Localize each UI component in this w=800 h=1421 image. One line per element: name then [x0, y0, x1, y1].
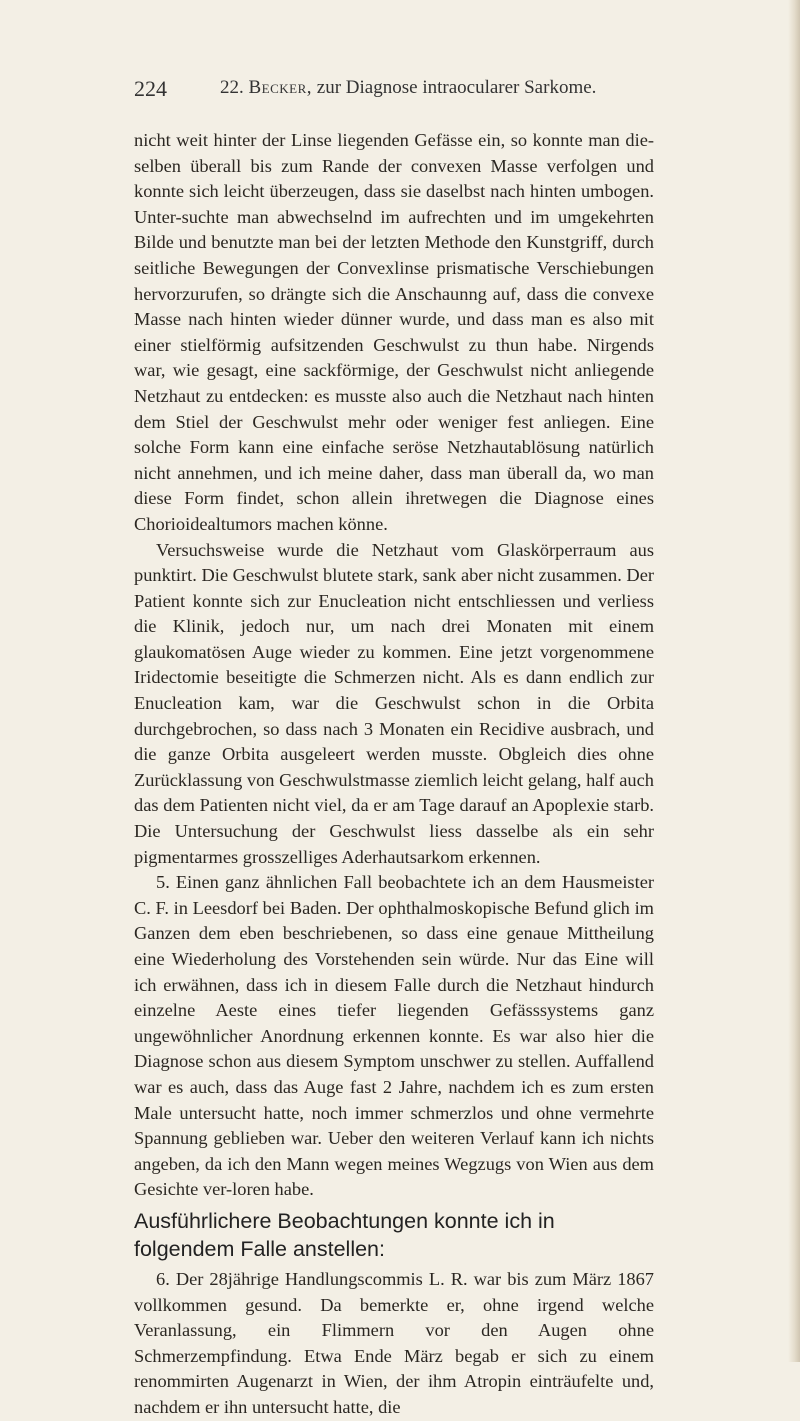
- running-title-rest: zur Diagnose intraocularer Sarkome.: [316, 77, 597, 98]
- running-title-author: Becker,: [248, 77, 313, 98]
- running-title: [220, 77, 596, 99]
- paragraph-3: 5. Einen ganz ähnlichen Fall beobachtete ich an dem Hausmeister C. F. in Leesdorf bei Baden. Der ophthalmoskopische Befund glich im Ganzen dem eben beschriebenen, so dass eine genaue Mittheilung eine Wiederholung des Vorstehenden sein würde. Nur das Eine will ich erwähnen, dass ich in diesem Falle durch die Netzhaut hindurch einzelne Aeste eines tiefer liegenden Gefässsystems ganz ungewöhnlicher Anordnung erkennen konnte. Es war also hier die Diagnose schon aus diesem Symptom unschwer zu stellen. Auffallend war es auch, dass das Auge fast 2 Jahre, nachdem ich es zum ersten Male untersucht hatte, noch immer schmerzlos und ohne vermehrte Spannung geblieben war. Ueber den weiteren Verlauf kann ich nichts angeben, da ich den Mann wegen meines Wegzugs von Wien aus dem Gesichte ver-loren habe.: [134, 872, 654, 1200]
- paragraph-2: Versuchsweise wurde die Netzhaut vom Glaskörperraum aus punktirt. Die Geschwulst blutete stark, sank aber nicht zusammen. Der Patient konnte sich zur Enucleation nicht entschliessen und verliess die Klinik, jedoch nur, um nach drei Monaten mit einem glaukomatösen Auge wieder zu kommen. Eine jetzt vorgenommene Iridectomie beseitigte die Schmerzen nicht. Als es dann endlich zur Enucleation kam, war die Geschwulst schon in die Orbita durchgebrochen, so dass nach 3 Monaten ein Recidive ausbrach, und die ganze Orbita ausgeleert werden musste. Obgleich dies ohne Zurücklassung von Geschwulstmasse ziemlich leicht gelang, half auch das dem Patienten nicht viel, da er am Tage darauf an Apoplexie starb. Die Untersuchung der Geschwulst liess dasselbe als ein sehr pigmentarmes grosszelliges Aderhautsarkom erkennen.: [134, 539, 654, 867]
- paragraph-4: 6. Der 28jährige Handlungscommis L. R. war bis zum März 1867 vollkommen gesund. Da bemerkte er, ohne irgend welche Veranlassung, ein Flimmern vor den Augen ohne Schmerzempfindung. Etwa Ende März begab er sich zu einem renommirten Augenarzt in Wien, der ihm Atropin einträufelte und, nachdem er ihn untersucht hatte, die: [134, 1268, 654, 1417]
- body-text: [134, 128, 654, 1421]
- page-edge-shadow: [788, 0, 800, 1362]
- running-title-prefix: 22.: [220, 77, 244, 98]
- paragraph-1: nicht weit hinter der Linse liegenden Gefässe ein, so konnte man die-selben überall bis zum Rande der convexen Masse verfolgen und konnte sich leicht überzeugen, dass sie daselbst nach hinten umbogen. Unter-suchte man abwechselnd im aufrechten und im umgekehrten Bilde und benutzte man bei der letzten Methode den Kunstgriff, durch seitliche Bewegungen der Convexlinse prismatische Verschiebungen hervorzurufen, so drängte sich die Anschaunng auf, dass die convexe Masse nach hinten wieder dünner wurde, und dass man es also mit einer stielförmig aufsitzenden Geschwulst zu thun habe. Nirgends war, wie gesagt, eine sackförmige, der Geschwulst nicht anliegende Netzhaut zu entdecken: es musste also auch die Netzhaut nach hinten dem Stiel der Geschwulst mehr oder weniger fest anliegen. Eine solche Form kann eine einfache seröse Netzhautablösung natürlich nicht annehmen, und ich meine daher, dass man überall da, wo man diese Form findet, schon allein ihretwegen die Diagnose eines Chorioidealtumors machen könne.: [134, 130, 654, 534]
- section-heading: Ausführlichere Beobachtungen konnte ich in folgendem Falle anstellen:: [134, 1208, 555, 1261]
- page-number: 224: [134, 76, 167, 101]
